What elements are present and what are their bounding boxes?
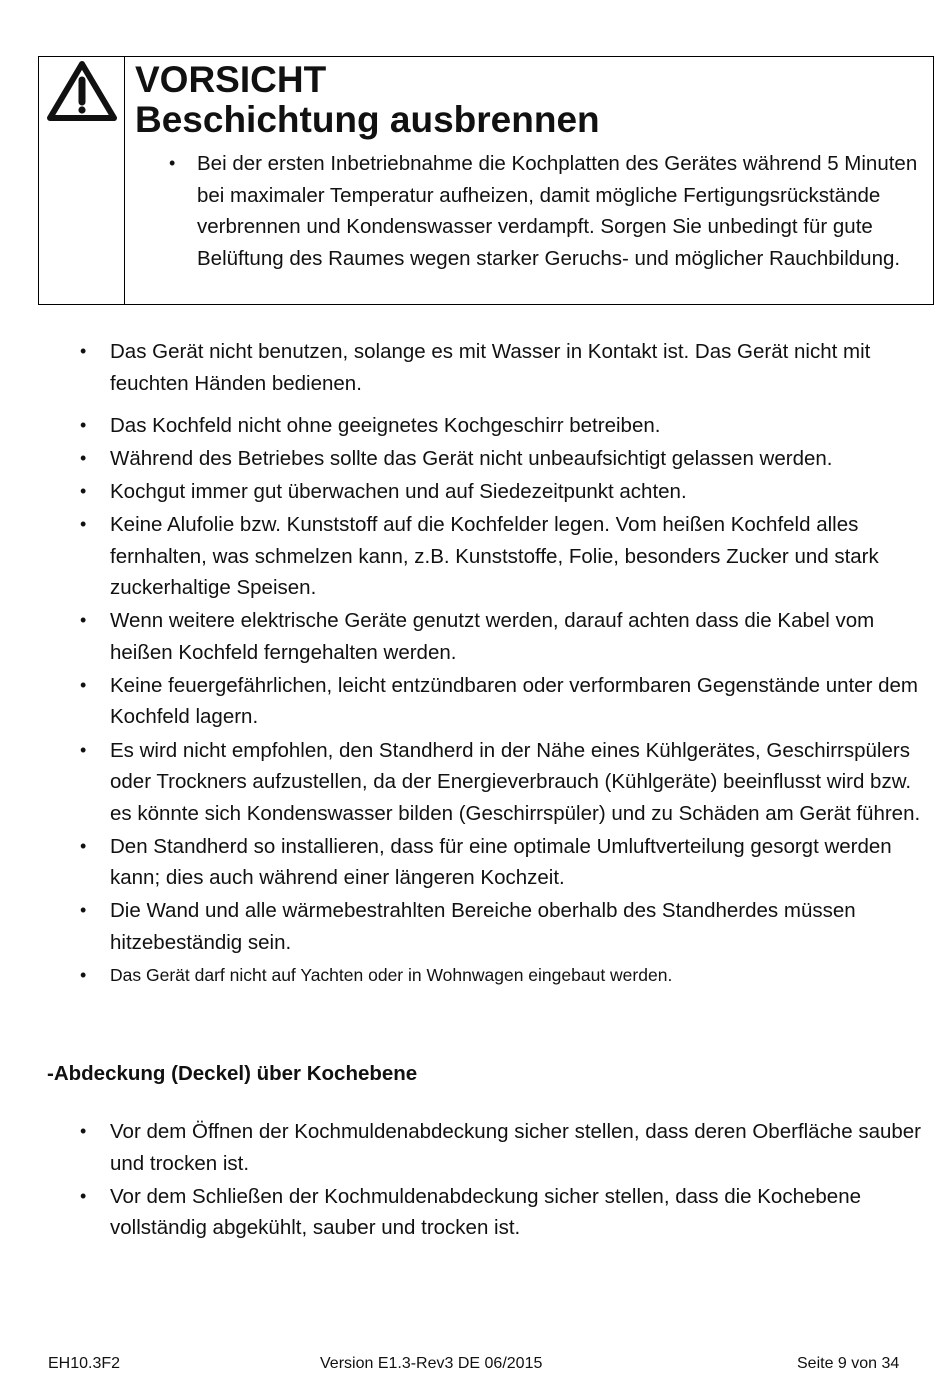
- warning-icon-cell: [39, 57, 125, 304]
- footer-page-number: Seite 9 von 34: [797, 1355, 900, 1372]
- list-item: • Es wird nicht empfohlen, den Standherd in der Nähe eines Kühlgerätes, Geschirrspülers oder Trockners aufzustellen, da der Energieverbrauch (Kühlgeräte) beeinflusst wird bzw. es könnte sich Kondenswasser bilden (Geschirrspüler) und zu Schäden am Gerät führen.: [78, 735, 938, 830]
- warning-triangle-icon: [47, 60, 117, 122]
- warning-title: [135, 60, 921, 140]
- list-item: • Die Wand und alle wärmebestrahlten Bereiche oberhalb des Standherdes müssen hitzebeständig sein.: [78, 895, 938, 958]
- footer-version: Version E1.3-Rev3 DE 06/2015: [320, 1355, 543, 1372]
- list-item: • Das Gerät darf nicht auf Yachten oder in Wohnwagen eingebaut werden.: [78, 960, 938, 992]
- safety-list: [78, 336, 938, 993]
- list-item: • Wenn weitere elektrische Geräte genutzt werden, darauf achten dass die Kabel vom heißen Kochfeld ferngehalten werden.: [78, 605, 938, 668]
- section-heading: -Abdeckung (Deckel) über Kochebene: [47, 1062, 418, 1085]
- cover-list: [78, 1116, 938, 1245]
- warning-list: [135, 148, 921, 274]
- list-item: • Während des Betriebes sollte das Gerät nicht unbeaufsichtigt gelassen werden.: [78, 443, 938, 475]
- footer-model: EH10.3F2: [48, 1355, 121, 1372]
- list-item: • Keine Alufolie bzw. Kunststoff auf die Kochfelder legen. Vom heißen Kochfeld alles fernhalten, was schmelzen kann, z.B. Kunststoffe, Folie, besonders Zucker und stark zuckerhaltige Speisen.: [78, 509, 938, 604]
- warning-title-line2: Beschichtung ausbrennen: [135, 99, 600, 140]
- warning-list-item: • Bei der ersten Inbetriebnahme die Kochplatten des Gerätes während 5 Minuten bei maximaler Temperatur aufheizen, damit mögliche Fertigungsrückstände verbrennen und Kondenswasser verdampft. Sorgen Sie unbedingt für gute Belüftung des Raumes wegen starker Geruchs- und möglicher Rauchbildung.: [135, 148, 921, 274]
- list-item: • Kochgut immer gut überwachen und auf Siedezeitpunkt achten.: [78, 476, 938, 508]
- list-item: • Keine feuergefährlichen, leicht entzündbaren oder verformbaren Gegenstände unter dem Kochfeld lagern.: [78, 670, 938, 733]
- list-item: • Vor dem Öffnen der Kochmuldenabdeckung sicher stellen, dass deren Oberfläche sauber und trocken ist.: [78, 1116, 938, 1179]
- list-item: • Den Standherd so installieren, dass für eine optimale Umluftverteilung gesorgt werden kann; dies auch während einer längeren Kochzeit.: [78, 831, 938, 894]
- warning-box: [38, 56, 934, 305]
- warning-title-line1: VORSICHT: [135, 59, 327, 100]
- list-item: • Das Gerät nicht benutzen, solange es mit Wasser in Kontakt ist. Das Gerät nicht mit feuchten Händen bedienen.: [78, 336, 938, 399]
- list-item: • Das Kochfeld nicht ohne geeignetes Kochgeschirr betreiben.: [78, 410, 938, 442]
- list-item: • Vor dem Schließen der Kochmuldenabdeckung sicher stellen, dass die Kochebene vollständig abgekühlt, sauber und trocken ist.: [78, 1181, 938, 1244]
- warning-content: [125, 57, 933, 304]
